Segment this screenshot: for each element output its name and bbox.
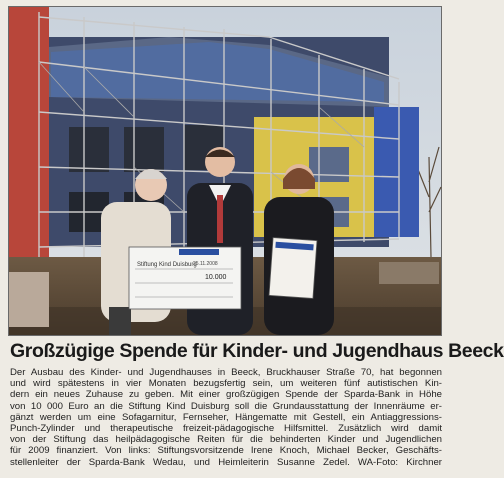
body-line: gänzt werden um eine Sofagarnitur, Fernseher, Hängematte mit Gestell, ein Antiaggressions- (10, 411, 442, 423)
donation-check (129, 247, 241, 309)
check-amount: 10.000 (205, 274, 227, 281)
check-payee: Stiftung Kind Duisburg (137, 262, 197, 268)
body-line: Der Ausbau des Kinder- und Jugendhauses in Beeck, Bruckhauser Straße 70, hat begonnen (10, 367, 442, 378)
body-line: und wird spätestens in vier Monaten bezugsfertig sein, um weiteren fünf autistischen Kin- (10, 378, 442, 390)
body-line: Punch-Zylinder und therapeutische freizeit-pädagogische Hilfsmittel. Zusätzlich wird damit (10, 423, 442, 435)
body-line: von 10 000 Euro an die Stiftung Kind Duisburg soll die Grundausstattung der Innenräume er- (10, 400, 442, 412)
stone-block (9, 272, 49, 327)
body-line: für 2009 finanziert. Von links: Stiftungsvorsitzende Irene Knoch, Michael Becker, Geschäfts- (10, 445, 442, 457)
certificate (269, 238, 317, 299)
body-line: von der Stiftung das heilpädagogische Reiten für die behinderten Kinder und Jugendlichen (10, 434, 442, 446)
article-body (10, 367, 442, 468)
body-line: dern ein neues Zuhause zu geben. Mit einer großzügigen Spende der Sparda-Bank in Höhe (10, 389, 442, 401)
article-headline: Großzügige Spende für Kinder- und Jugendhaus Beeck (10, 340, 504, 362)
article-photo (8, 6, 442, 336)
body-line-credit: stellenleiter der Sparda-Bank Wedau, und Heimleiterin Susanne Zedel. WA-Foto: Kirchner (10, 456, 442, 468)
check-date: 25.11.2008 (193, 261, 218, 267)
brick-stack (379, 262, 439, 284)
